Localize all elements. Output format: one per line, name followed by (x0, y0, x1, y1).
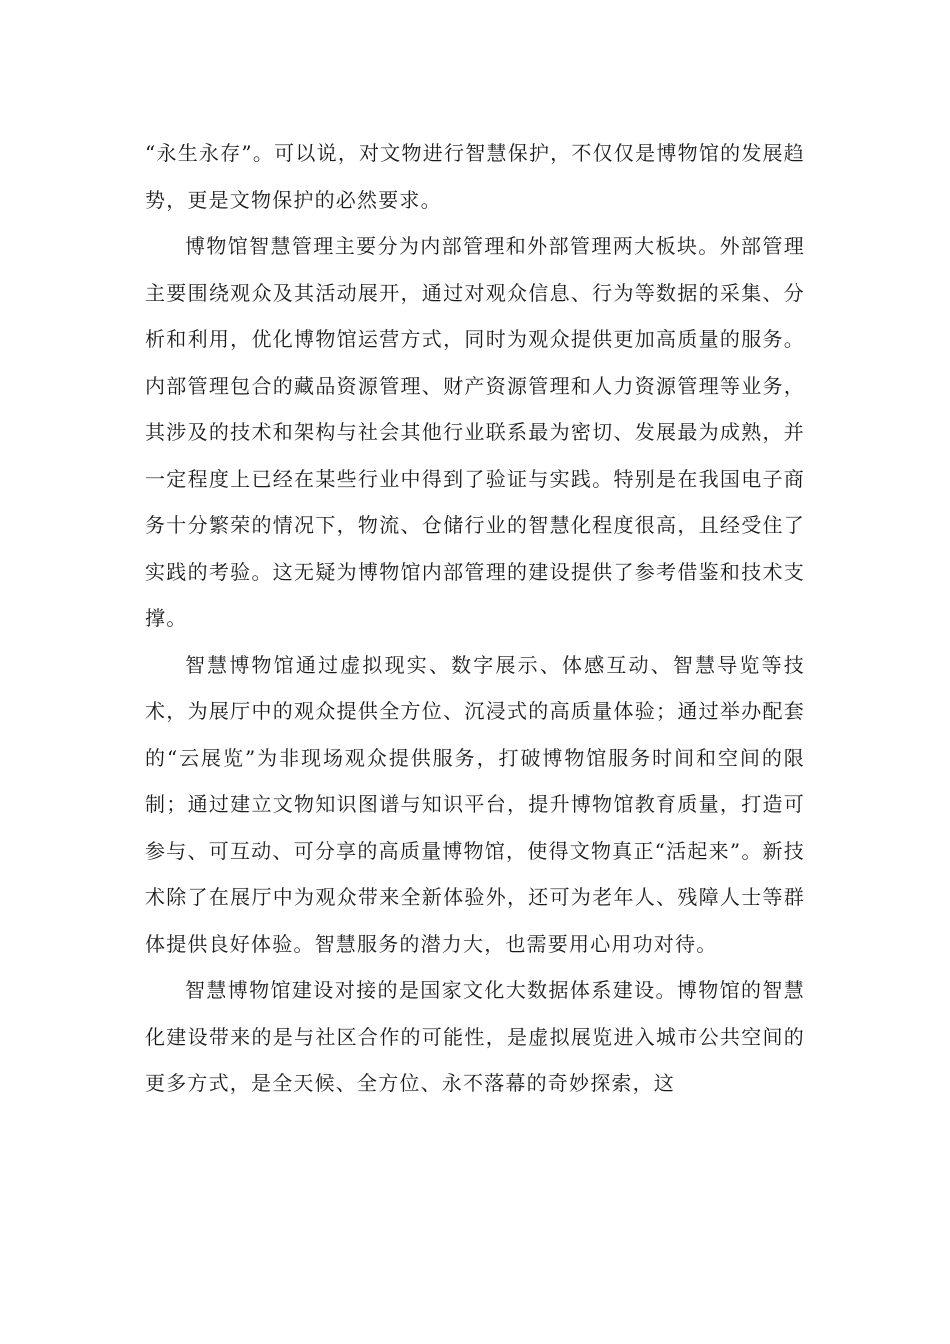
paragraph-1: “永生永存”。可以说，对文物进行智慧保护，不仅仅是博物馆的发展趋势，更是文物保护的必然要求。 (145, 141, 805, 212)
paragraph-3: 智慧博物馆通过虚拟现实、数字展示、体感互动、智慧导览等技术，为展厅中的观众提供全方位、沉浸式的高质量体验；通过举办配套的“云展览”为非现场观众提供服务，打破博物馆服务时间和空间的限制；通过建立文物知识图谱与知识平台，提升博物馆教育质量，打造可参与、可互动、可分享的高质量博物馆，使得文物真正“活起来”。新技术除了在展厅中为观众带来全新体验外，还可为老年人、残障人士等群体提供良好体验。智慧服务的潜力大，也需要用心用功对待。 (145, 652, 805, 956)
paragraph-2: 博物馆智慧管理主要分为内部管理和外部管理两大板块。外部管理主要围绕观众及其活动展开，通过对观众信息、行为等数据的采集、分析和利用，优化博物馆运营方式，同时为观众提供更加高质量的服务。内部管理包合的藏品资源管理、财产资源管理和人力资源管理等业务，其涉及的技术和架构与社会其他行业联系最为密切、发展最为成熟，并一定程度上已经在某些行业中得到了验证与实践。特别是在我国电子商务十分繁荣的情况下，物流、仓储行业的智慧化程度很高，且经受住了实践的考验。这无疑为博物馆内部管理的建设提供了参考借鉴和技术支撑。 (145, 234, 805, 630)
document-body (145, 130, 805, 1107)
paragraph-4: 智慧博物馆建设对接的是国家文化大数据体系建设。博物馆的智慧化建设带来的是与社区合作的可能性，是虚拟展览进入城市公共空间的更多方式，是全天候、全方位、永不落幕的奇妙探索，这 (145, 978, 805, 1095)
